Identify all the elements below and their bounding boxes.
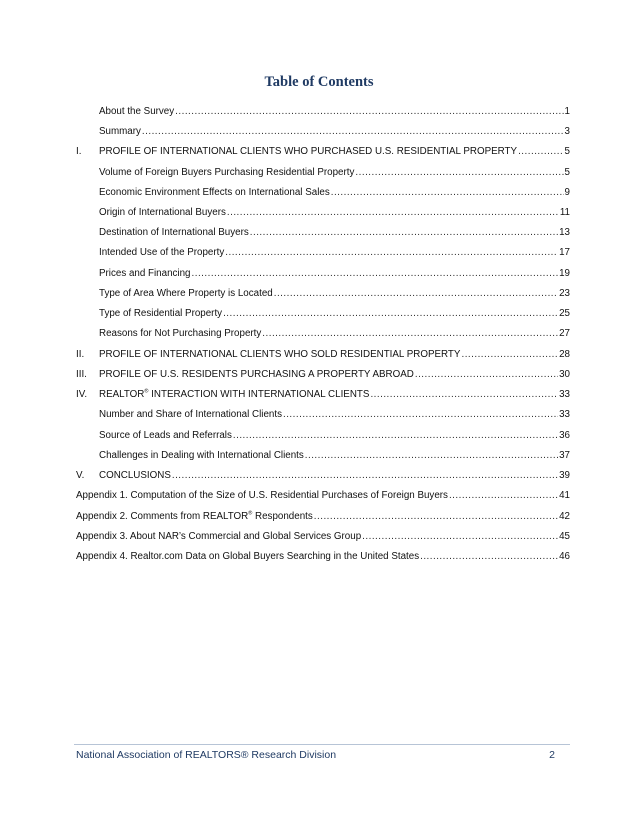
toc-entry-title-text: Economic Environment Effects on International Sales [99, 187, 330, 198]
toc-entry-title [99, 247, 224, 258]
toc-entry-page: 28 [559, 349, 570, 360]
toc-entry-title-text: Appendix 2. Comments from REALTOR [76, 511, 249, 522]
toc-entry-title-text: Appendix 3. About NAR’s Commercial and Global Services Group [76, 531, 362, 542]
dot-leader [142, 126, 564, 137]
toc-entry-title-text: Appendix 4. Realtor.com Data on Global Buyers Searching in the United States [76, 551, 420, 562]
toc-entry[interactable] [76, 308, 570, 322]
toc-entry[interactable] [76, 328, 570, 342]
toc-entry-page: 41 [559, 490, 570, 501]
toc-entry-number: V. [76, 470, 85, 481]
toc-entry[interactable] [76, 227, 570, 241]
toc-entry-page: 45 [559, 531, 570, 542]
toc-entry[interactable] [76, 146, 570, 160]
toc-entry[interactable] [76, 409, 570, 423]
toc-entry-title-text: Respondents [252, 511, 313, 522]
toc-entry[interactable] [76, 288, 570, 302]
toc-entry-page: 17 [559, 247, 570, 258]
toc-entry[interactable] [76, 207, 570, 221]
toc-entry-title-text: Reasons for Not Purchasing Property [99, 328, 262, 339]
toc-entry-page: 23 [559, 288, 570, 299]
toc-title: Table of Contents [264, 74, 374, 90]
toc-entry-title-text: PROFILE OF INTERNATIONAL CLIENTS WHO SOLD RESIDENTIAL PROPERTY [99, 349, 461, 360]
toc-entry-title-text: Source of Leads and Referrals [99, 430, 232, 441]
dot-leader [331, 187, 564, 198]
dot-leader [355, 167, 563, 178]
toc-entry-number: IV. [76, 389, 88, 400]
toc-entry[interactable] [76, 247, 570, 261]
toc-entry-page: 3 [564, 126, 570, 137]
toc-entry-page: 9 [564, 187, 570, 198]
toc-entry-title-text: PROFILE OF INTERNATIONAL CLIENTS WHO PURCHASED U.S. RESIDENTIAL PROPERTY [99, 146, 518, 157]
registered-mark: ® [248, 510, 253, 517]
toc-entry-title [76, 490, 448, 501]
toc-entry-page: 27 [559, 328, 570, 339]
dot-leader [283, 409, 558, 420]
toc-entry-title-text: CONCLUSIONS [99, 470, 171, 481]
dot-leader [362, 531, 558, 542]
toc-entry-page: 33 [559, 409, 570, 420]
toc-entry[interactable] [76, 389, 570, 403]
toc-entry[interactable] [76, 450, 570, 464]
toc-entry-number: III. [76, 369, 87, 380]
dot-leader [449, 490, 558, 501]
toc-entry[interactable] [76, 187, 570, 201]
dot-leader [192, 268, 559, 279]
toc-entry-title [76, 551, 419, 562]
toc-entry[interactable] [76, 531, 570, 545]
dot-leader [461, 349, 558, 360]
dot-leader [420, 551, 558, 562]
toc-entry-title [76, 531, 361, 542]
toc-entry-title-text: Summary [99, 126, 141, 137]
footer-page-number: 2 [549, 749, 555, 761]
toc-entry-page: 37 [559, 450, 570, 461]
toc-entry-page: 1 [564, 106, 570, 117]
toc-entry[interactable] [76, 167, 570, 181]
toc-entry-page: 33 [559, 389, 570, 400]
toc-entry-title-text: PROFILE OF U.S. RESIDENTS PURCHASING A PROPERTY ABROAD [99, 369, 414, 380]
toc-entry-page: 5 [564, 146, 570, 157]
toc-entry-title [99, 450, 304, 461]
toc-entry-title-text: Volume of Foreign Buyers Purchasing Residential Property [99, 167, 355, 178]
toc-entry[interactable] [76, 106, 570, 120]
toc-entry-title [99, 288, 273, 299]
dot-leader [262, 328, 558, 339]
toc-entry-title [99, 349, 460, 360]
toc-entry-title [99, 187, 330, 198]
dot-leader [314, 511, 558, 522]
toc-entry-title-text: INTERACTION WITH INTERNATIONAL CLIENTS [148, 389, 370, 400]
toc-entry-page: 19 [559, 268, 570, 279]
dot-leader [370, 389, 558, 400]
toc-entry-title [99, 126, 141, 137]
toc-entry[interactable] [76, 430, 570, 444]
dot-leader [233, 430, 558, 441]
toc-entry-title-text: Prices and Financing [99, 268, 191, 279]
toc-entry-number: II. [76, 349, 85, 360]
toc-entry-page: 13 [559, 227, 570, 238]
toc-entry-page: 5 [564, 167, 570, 178]
toc-entry-title-text: Intended Use of the Property [99, 247, 225, 258]
toc-entry-title [99, 268, 191, 279]
dot-leader [225, 247, 558, 258]
toc-entry-title [99, 369, 414, 380]
toc-entry[interactable] [76, 268, 570, 282]
dot-leader [305, 450, 558, 461]
dot-leader [518, 146, 563, 157]
toc-entry-number: I. [76, 146, 82, 157]
toc-entry-title-text: Number and Share of International Clients [99, 409, 282, 420]
dot-leader [172, 470, 558, 481]
toc-entry-page: 11 [559, 207, 570, 218]
toc-entry-title [99, 430, 232, 441]
toc-entry-title-text: REALTOR [99, 389, 145, 400]
toc-entry-title [99, 167, 354, 178]
toc-entry[interactable] [76, 490, 570, 504]
toc-entry[interactable] [76, 551, 570, 565]
toc-entry[interactable] [76, 369, 570, 383]
toc-entry-title-text: Type of Residential Property [99, 308, 223, 319]
toc-entry-title [99, 409, 282, 420]
toc-entry-title [99, 146, 517, 157]
toc-entry-title [99, 389, 369, 400]
dot-leader [223, 308, 558, 319]
toc-entry-title [99, 207, 226, 218]
dot-leader [227, 207, 559, 218]
toc-entry-title [99, 470, 171, 481]
toc-entry-page: 42 [559, 511, 570, 522]
footer-organization: National Association of REALTORS® Research Division [76, 749, 337, 761]
dot-leader [274, 288, 558, 299]
toc-entry[interactable] [76, 349, 570, 363]
toc-entry-title [76, 511, 313, 522]
toc-entry-page: 39 [559, 470, 570, 481]
toc-entry-title-text: Type of Area Where Property is Located [99, 288, 273, 299]
dot-leader [175, 106, 563, 117]
toc-entry-title [99, 106, 174, 117]
toc-entry[interactable] [76, 470, 570, 484]
toc-entry-title [99, 328, 261, 339]
toc-entry-title-text: About the Survey [99, 106, 175, 117]
toc-entry-title-text: Destination of International Buyers [99, 227, 249, 238]
toc-entry-title [99, 227, 249, 238]
toc-entry-page: 46 [559, 551, 570, 562]
registered-mark: ® [144, 388, 149, 395]
footer-rule [74, 744, 570, 745]
dot-leader [250, 227, 558, 238]
toc-entry[interactable] [76, 511, 570, 525]
toc-entry-page: 36 [559, 430, 570, 441]
dot-leader [415, 369, 558, 380]
toc-entry-title-text: Appendix 1. Computation of the Size of U.S. Residential Purchases of Foreign Buyers [76, 490, 448, 501]
toc-entry-page: 25 [559, 308, 570, 319]
toc-entry-title [99, 308, 222, 319]
toc-entry[interactable] [76, 126, 570, 140]
toc-entry-title-text: Challenges in Dealing with International Clients [99, 450, 304, 461]
toc-entry-page: 30 [559, 369, 570, 380]
toc-entry-title-text: Origin of International Buyers [99, 207, 226, 218]
